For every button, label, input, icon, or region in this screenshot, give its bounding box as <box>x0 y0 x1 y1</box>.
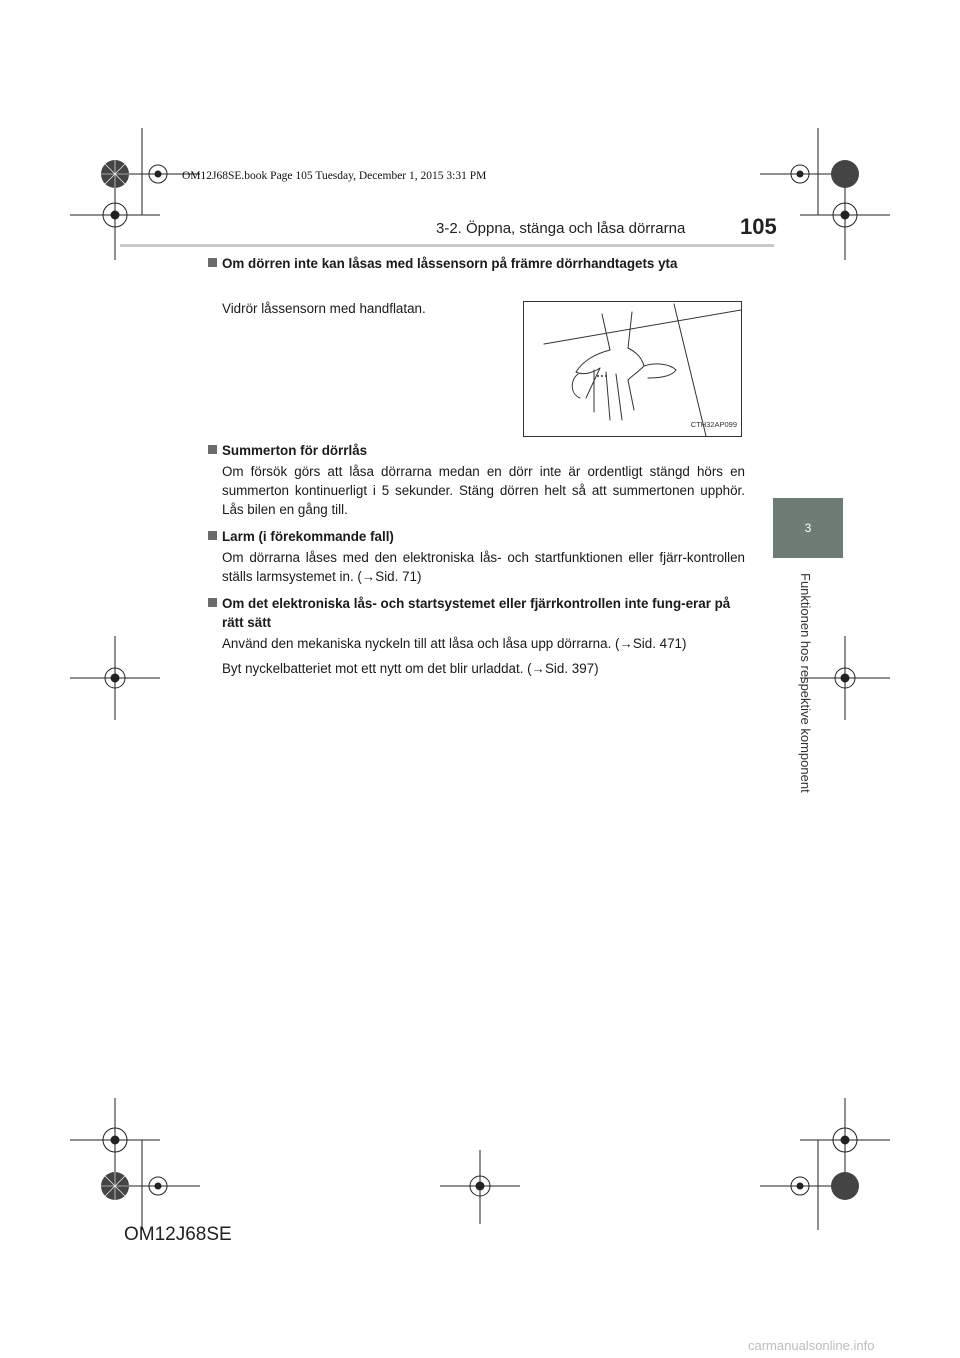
watermark: carmanualsonline.info <box>748 1338 875 1353</box>
section-alarm <box>210 527 745 586</box>
square-bullet-icon <box>208 445 217 454</box>
section-paragraph: Vidrör låssensorn med handflatan. <box>222 301 426 316</box>
section-title: 3-2. Öppna, stänga och låsa dörrarna <box>436 220 686 237</box>
header-rule <box>120 244 774 247</box>
square-bullet-icon <box>208 258 217 267</box>
section-paragraph: Om dörrarna låses med den elektroniska lås- och startfunktionen eller fjärr-kontrollen ställs larmsystemet in. (→Sid. 71) <box>222 550 745 584</box>
section-paragraph: Om försök görs att låsa dörrarna medan en dörr inte är ordentligt stängd hörs en summerton kontinuerligt i 5 sekunder. Stäng dörren helt så att summertonen upphör. Lås bilen en gång till. <box>222 464 745 517</box>
page-content <box>210 254 745 686</box>
book-slug: OM12J68SE.book Page 105 Tuesday, December 1, 2015 3:31 PM <box>182 170 487 182</box>
square-bullet-icon <box>208 531 217 540</box>
section-heading: Om det elektroniska lås- och startsystemet eller fjärrkontrollen inte fung-erar på rätt sätt <box>210 594 745 632</box>
section-heading: Summerton för dörrlås <box>210 441 745 460</box>
illustration-row <box>210 273 745 433</box>
section-lock-sensor <box>210 254 745 433</box>
footer-code: OM12J68SE <box>124 1224 232 1245</box>
section-door-lock-buzzer <box>210 441 745 519</box>
section-heading: Larm (i förekommande fall) <box>210 527 745 546</box>
chapter-label: Funktionen hos respektive komponent <box>798 573 813 793</box>
hand-on-door-handle-illustration <box>523 301 742 437</box>
page-number: 105 <box>740 214 777 239</box>
section-system-malfunction <box>210 594 745 678</box>
chapter-number: 3 <box>804 521 812 535</box>
chapter-tab <box>773 498 843 558</box>
section-paragraph: Använd den mekaniska nyckeln till att låsa och låsa upp dörrarna. (→Sid. 471) <box>222 636 687 651</box>
section-paragraph: Byt nyckelbatteriet mot ett nytt om det blir urladdat. (→Sid. 397) <box>222 661 599 676</box>
square-bullet-icon <box>208 598 217 607</box>
section-heading: Om dörren inte kan låsas med låssensorn på främre dörrhandtagets yta <box>210 254 745 273</box>
illustration-code: CTH32AP099 <box>690 420 737 429</box>
